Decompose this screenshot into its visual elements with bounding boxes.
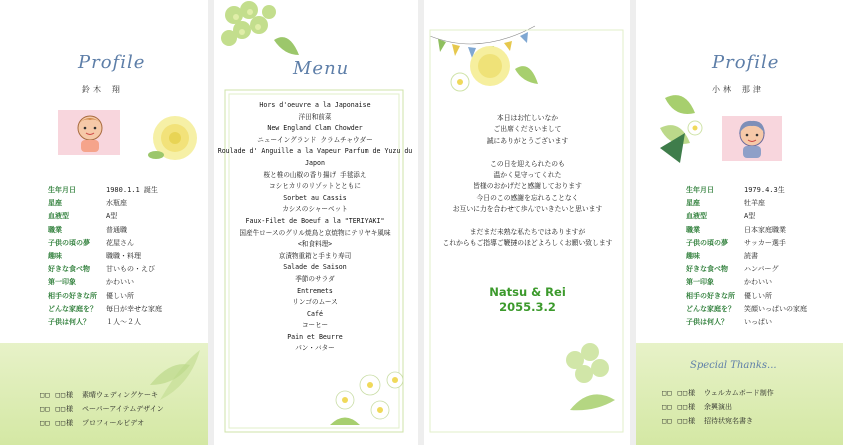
- row-label: 職業: [686, 225, 700, 234]
- girl-avatar-icon: [732, 116, 772, 161]
- row-label: 子供の頃の夢: [686, 238, 728, 247]
- credit-name: □□ □□様: [662, 403, 697, 411]
- credit-role: ウェルカムボード制作: [704, 389, 774, 397]
- row-value: 優しい所: [106, 291, 134, 300]
- credits-list: [40, 388, 164, 430]
- menu-item: 季節のサラダ: [295, 274, 335, 283]
- menu-item: <和食料理>: [297, 240, 333, 249]
- profile-row: [686, 263, 807, 276]
- menu-item: Sorbet au Cassis: [283, 193, 347, 202]
- row-label: 趣味: [48, 252, 62, 261]
- row-label: 職業: [48, 225, 62, 234]
- credit-name: □□ □□様: [40, 419, 75, 427]
- row-value: 1980.1.1 誕生: [106, 186, 158, 194]
- credit-role: 余興演出: [704, 403, 732, 411]
- menu-item: Japon: [305, 158, 325, 167]
- message-line: 本日はお忙しいなか: [496, 114, 559, 122]
- white-flowers-icon: [325, 365, 415, 440]
- profile-details: [48, 184, 162, 329]
- profile-row: [48, 237, 162, 250]
- row-value: 毎日が幸せな家庭: [106, 304, 162, 313]
- credit-name: □□ □□様: [662, 417, 697, 425]
- wedding-date: 2055.3.2: [499, 300, 556, 314]
- row-value: かわいい: [744, 278, 772, 287]
- message-line: [425, 216, 630, 227]
- profile-title: Profile: [78, 52, 146, 73]
- menu-item: Entremets: [297, 286, 333, 295]
- row-label: 子供は何人？: [48, 318, 90, 327]
- credit-row: [40, 416, 164, 430]
- menu-item: New England Clam Chowder: [267, 124, 363, 133]
- menu-item: カシスのシャーベット: [282, 205, 348, 214]
- row-label: 子供は何人？: [686, 318, 728, 327]
- menu-item: Hors d'oeuvre a la Japonaise: [259, 101, 371, 109]
- menu-item: コシヒカリのリゾットとともに: [269, 182, 361, 191]
- row-value: 日本家庭職業: [744, 225, 786, 234]
- special-thanks-title: Special Thanks...: [690, 360, 777, 371]
- profile-row: [686, 184, 807, 197]
- row-value: 1979.4.3生: [744, 186, 785, 194]
- row-label: 生年月日: [686, 186, 714, 194]
- credit-name: □□ □□様: [662, 389, 697, 397]
- profile-row: [686, 276, 807, 289]
- profile-name: 鈴木 翔: [82, 85, 123, 94]
- profile-row: [48, 263, 162, 276]
- message-line: [425, 147, 630, 158]
- credit-row: [40, 388, 164, 402]
- profile-row: [686, 316, 807, 329]
- profile-row: [686, 303, 807, 316]
- row-label: 星座: [48, 199, 62, 208]
- leaves-icon: [655, 88, 715, 168]
- thank-you-message: [425, 113, 630, 250]
- profile-row: [48, 197, 162, 210]
- yellow-rose-icon: [150, 110, 200, 170]
- row-value: かわいい: [106, 278, 134, 287]
- row-value: 牡羊座: [744, 199, 765, 208]
- menu-item: リンゴのムース: [292, 298, 338, 307]
- row-label: 好きな食べ物: [686, 265, 728, 274]
- hydrangea-icon: [214, 0, 304, 90]
- profile-row: [48, 250, 162, 263]
- profile-row: [686, 237, 807, 250]
- menu-item: 桜と椎の山椒の香り揚げ 手毬添え: [263, 170, 367, 179]
- row-label: 星座: [686, 199, 700, 208]
- message-line: まだまだ未熟な私たちではありますが: [469, 228, 586, 237]
- message-line: これからもご指導ご鞭撻のほどよろしくお願い致します: [442, 239, 613, 248]
- credit-row: [662, 400, 774, 414]
- profile-row: [686, 224, 807, 237]
- message-line: ご出席くださいまして: [493, 125, 562, 134]
- profile-row: [48, 224, 162, 237]
- menu-title: Menu: [293, 58, 350, 79]
- credit-role: 素晴ウェディングケーキ: [82, 391, 159, 399]
- profile-row: [48, 303, 162, 316]
- profile-row: [686, 290, 807, 303]
- couple-text: Natsu & Rei: [489, 285, 566, 299]
- menu-item: パン・バター: [295, 344, 335, 353]
- row-value: ハンバーグ: [744, 265, 779, 274]
- row-value: 優しい所: [744, 291, 772, 300]
- profile-row: [686, 197, 807, 210]
- row-label: どんな家庭を？: [48, 304, 97, 313]
- credit-role: 招待状宛名書き: [704, 417, 753, 425]
- row-label: 第一印象: [48, 278, 76, 287]
- menu-item: 京漬物重箱と手まり寿司: [278, 251, 352, 260]
- profile-row: [48, 184, 162, 197]
- credit-row: [662, 386, 774, 400]
- profile-row: [686, 210, 807, 223]
- row-label: 趣味: [686, 252, 700, 261]
- hydrangea-icon: [560, 340, 625, 415]
- message-line: 皆様のおかげだと感謝しております: [473, 182, 582, 191]
- profile-row: [48, 316, 162, 329]
- menu-item: Pain et Beurre: [287, 332, 343, 341]
- row-label: どんな家庭を？: [686, 304, 735, 313]
- row-value: A型: [744, 212, 756, 221]
- profile-row: [48, 210, 162, 223]
- row-value: 読書: [744, 252, 758, 261]
- menu-list: [215, 100, 415, 355]
- row-value: 甘いもの・えび: [106, 265, 155, 274]
- credit-row: [40, 402, 164, 416]
- row-label: 血液型: [686, 212, 707, 221]
- row-label: 相手の好きな所: [686, 291, 735, 300]
- profile-title: Profile: [712, 52, 780, 73]
- row-label: 血液型: [48, 212, 69, 221]
- credit-row: [662, 414, 774, 428]
- row-value: A型: [106, 212, 118, 221]
- credit-name: □□ □□様: [40, 391, 75, 399]
- message-line: 温かく見守ってくれた: [493, 171, 562, 180]
- message-line: 誠にありがとうございます: [486, 136, 569, 145]
- credit-name: □□ □□様: [40, 405, 75, 413]
- credits-list: [662, 386, 774, 428]
- credit-role: ペーパーアイテムデザイン: [82, 405, 164, 413]
- message-line: お互いに力を合わせて歩んでいきたいと思います: [452, 205, 603, 214]
- menu-item: Roulade d' Anguille a la Vapeur Parfum de Yuzu du: [217, 147, 413, 156]
- message-line: この日を迎えられたのも: [490, 159, 565, 168]
- row-label: 好きな食べ物: [48, 265, 90, 274]
- menu-item: Café: [307, 309, 323, 318]
- row-label: 子供の頃の夢: [48, 238, 90, 247]
- menu-item: Salade de Saison: [283, 263, 347, 272]
- menu-item: コーヒー: [301, 321, 329, 330]
- credit-role: プロフィールビデオ: [82, 419, 145, 427]
- profile-name: 小林 那津: [712, 85, 764, 94]
- couple-names: [425, 285, 630, 315]
- menu-item: 国産牛ロースのグリル焼鳥と京焼物にテリヤキ風味: [239, 228, 391, 237]
- menu-item: 洋田和前菜: [298, 112, 332, 121]
- row-label: 相手の好きな所: [48, 291, 97, 300]
- message-line: 今日のこの感謝を忘れることなく: [476, 193, 579, 202]
- menu-item: ニューイングランド クラムチャウダー: [257, 135, 373, 144]
- menu-item: Faux-Filet de Boeuf a la "TERIYAKI": [245, 216, 385, 225]
- profile-details: [686, 184, 807, 329]
- row-value: サッカー選手: [744, 238, 786, 247]
- row-value: 水瓶座: [106, 199, 127, 208]
- row-value: いっぱい: [744, 318, 772, 327]
- boy-avatar-icon: [70, 110, 110, 155]
- row-value: 職職・料理: [106, 252, 141, 261]
- row-value: 笑顔いっぱいの家庭: [744, 304, 807, 313]
- profile-row: [686, 250, 807, 263]
- profile-row: [48, 276, 162, 289]
- row-label: 第一印象: [686, 278, 714, 287]
- row-value: １人～２人: [106, 318, 141, 327]
- profile-row: [48, 290, 162, 303]
- row-value: 普通職: [106, 225, 127, 234]
- row-value: 花屋さん: [106, 238, 134, 247]
- row-label: 生年月日: [48, 186, 76, 194]
